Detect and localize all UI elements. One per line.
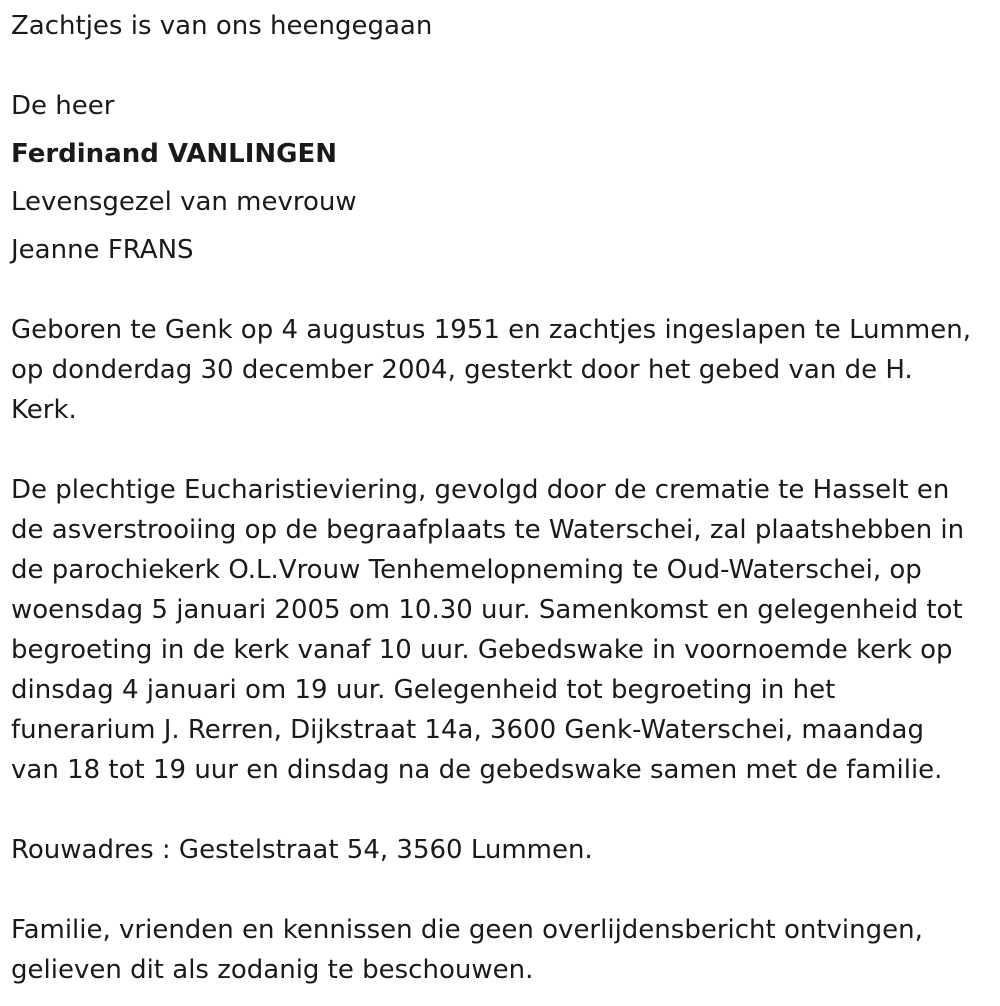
death-notice [11, 6, 991, 990]
deceased-name: Ferdinand VANLINGEN [11, 139, 338, 169]
birth-paragraph [11, 310, 991, 430]
paragraph-line: Familie, vrienden en kennissen die geen overlijdensbericht ontvingen, [11, 915, 923, 945]
paragraph-line: de asverstrooiing op de begraafplaats te Waterschei, zal plaatshebben in [11, 515, 965, 545]
paragraph-line: Kerk. [11, 395, 77, 425]
paragraph-line: van 18 tot 19 uur en dinsdag na de gebedswake samen met de familie. [11, 755, 943, 785]
closing-paragraph [11, 910, 991, 990]
mourning-address: Rouwadres : Gestelstraat 54, 3560 Lummen. [11, 835, 593, 865]
paragraph-line: gelieven dit als zodanig te beschouwen. [11, 955, 534, 985]
paragraph-line: dinsdag 4 januari om 19 uur. Gelegenheid tot begroeting in het [11, 675, 836, 705]
paragraph-line: begroeting in de kerk vanaf 10 uur. Gebedswake in voornoemde kerk op [11, 635, 953, 665]
title-prefix: De heer [11, 91, 115, 121]
paragraph-line: de parochiekerk O.L.Vrouw Tenhemelopneming te Oud-Waterschei, op [11, 555, 922, 585]
intro-text: Zachtjes is van ons heengegaan [11, 11, 433, 41]
paragraph-line: De plechtige Eucharistieviering, gevolgd door de crematie te Hasselt en [11, 475, 950, 505]
paragraph-line: funerarium J. Rerren, Dijkstraat 14a, 3600 Genk-Waterschei, maandag [11, 715, 924, 745]
relation-text: Levensgezel van mevrouw [11, 187, 357, 217]
partner-name: Jeanne FRANS [11, 235, 194, 265]
paragraph-line: op donderdag 30 december 2004, gesterkt door het gebed van de H. [11, 355, 913, 385]
ceremony-paragraph [11, 470, 991, 790]
paragraph-line: Geboren te Genk op 4 augustus 1951 en zachtjes ingeslapen te Lummen, [11, 315, 971, 345]
paragraph-line: woensdag 5 januari 2005 om 10.30 uur. Samenkomst en gelegenheid tot [11, 595, 963, 625]
